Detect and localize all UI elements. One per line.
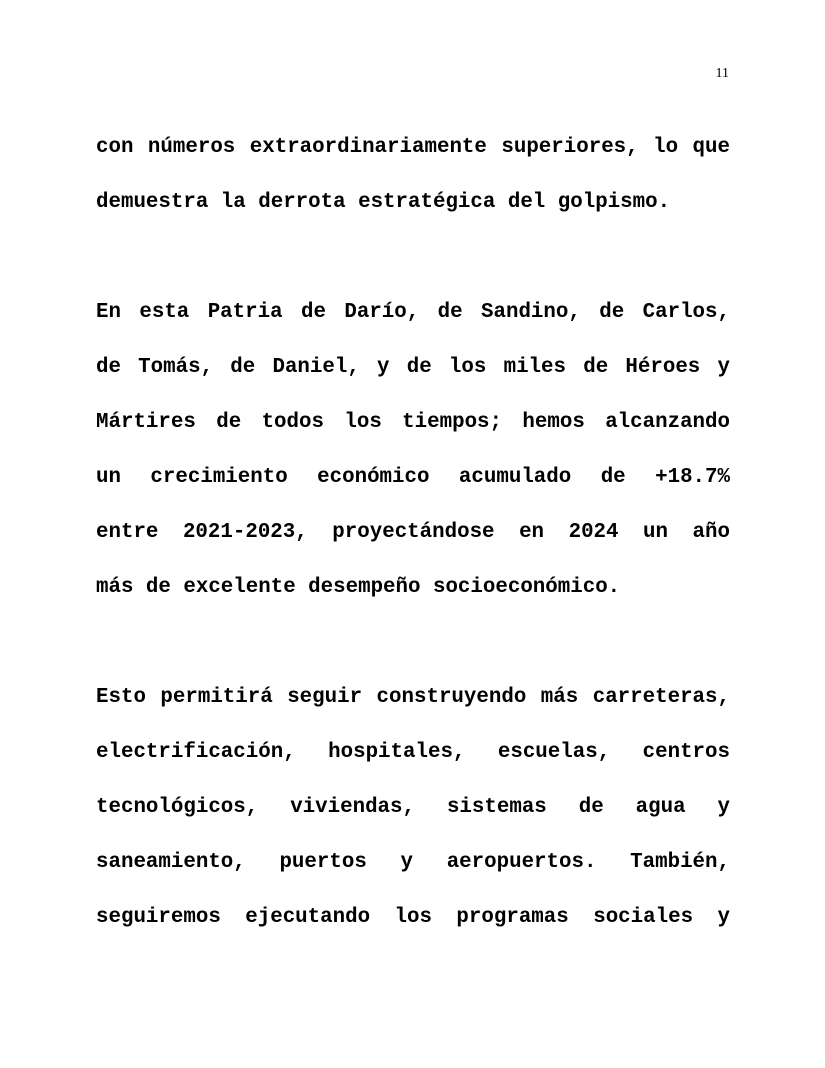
- text-line: con números extraordinariamente superiores, lo que: [96, 136, 730, 159]
- text-line: tecnológicos, viviendas, sistemas de agua y: [96, 796, 730, 819]
- text-line: un crecimiento económico acumulado de +18.7%: [96, 466, 730, 489]
- text-line: Mártires de todos los tiempos; hemos alcanzando: [96, 411, 730, 434]
- text-line: electrificación, hospitales, escuelas, centros: [96, 741, 730, 764]
- page-number: 11: [715, 66, 729, 81]
- text-line: demuestra la derrota estratégica del golpismo.: [96, 191, 671, 214]
- text-line: más de excelente desempeño socioeconómico.: [96, 576, 621, 599]
- text-line: saneamiento, puertos y aeropuertos. También,: [96, 851, 730, 874]
- text-line: entre 2021-2023, proyectándose en 2024 un año: [96, 521, 730, 544]
- text-line: seguiremos ejecutando los programas sociales y: [96, 906, 730, 929]
- text-line: de Tomás, de Daniel, y de los miles de Héroes y: [96, 356, 730, 379]
- paragraph-3: [96, 670, 730, 945]
- text-line: En esta Patria de Darío, de Sandino, de Carlos,: [96, 301, 730, 324]
- text-line: Esto permitirá seguir construyendo más carreteras,: [96, 686, 730, 709]
- paragraph-2: [96, 285, 730, 615]
- paragraph-1: [96, 120, 730, 230]
